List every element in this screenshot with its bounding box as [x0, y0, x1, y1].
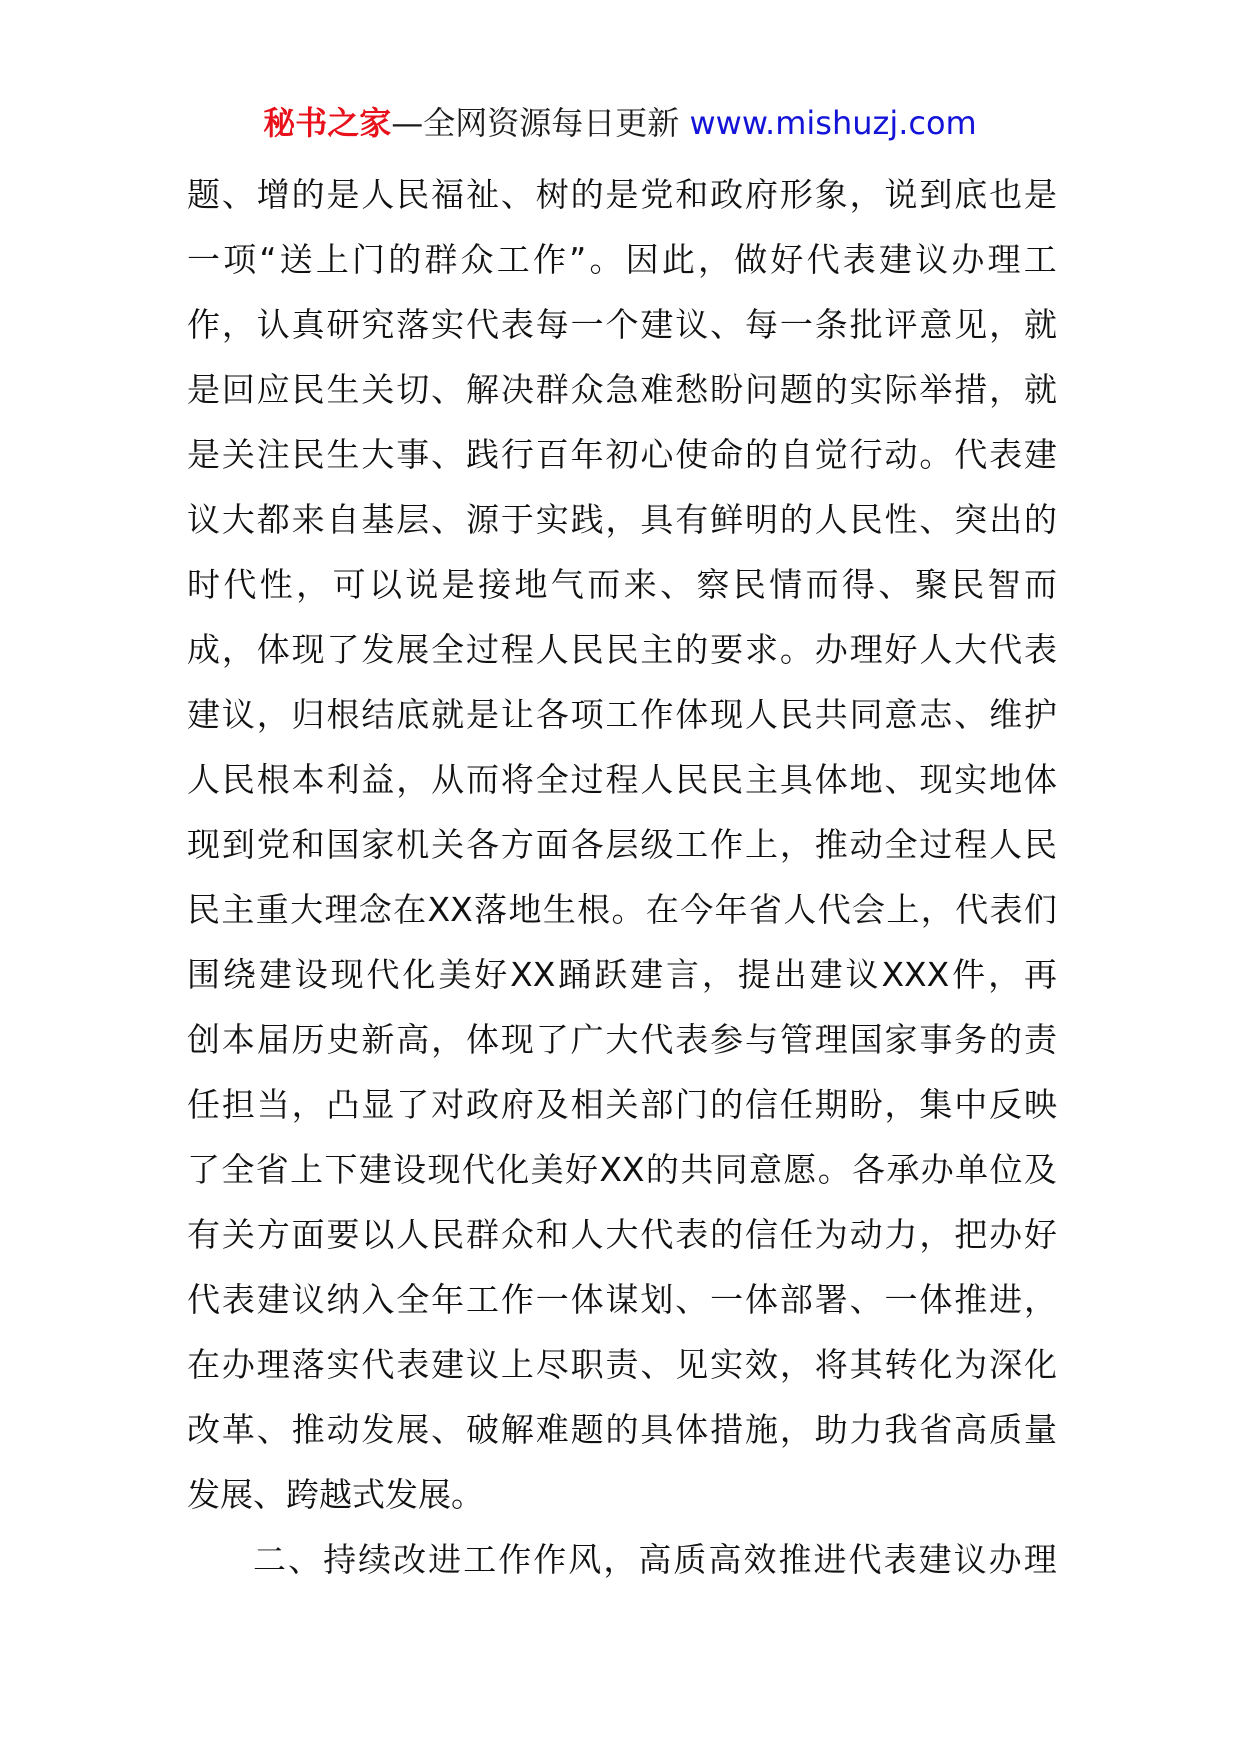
site-url-link[interactable]: www.mishuzj.com: [689, 104, 977, 142]
text-line: 创 本 届 历 史 新 高 ， 体 现 了 广 大 代 表 参 与 管 理 国 家 事 务 的 责: [187, 1020, 1057, 1059]
text-line: 现 到 党 和 国 家 机 关 各 方 面 各 层 级 工 作 上 ， 推 动 全 过 程 人 民: [187, 825, 1057, 864]
text-line: 题 、 增 的 是 人 民 福 祉 、 树 的 是 党 和 政 府 形 象 ， 说 到 底 也 是: [187, 175, 1057, 214]
text-line: 议 大 都 来 自 基 层 、 源 于 实 践 ， 具 有 鲜 明 的 人 民 性 、 突 出 的: [187, 500, 1057, 539]
text-line: 是 回 应 民 生 关 切 、 解 决 群 众 急 难 愁 盼 问 题 的 实 际 举 措 ， 就: [187, 370, 1057, 409]
text-line: 成 ， 体 现 了 发 展 全 过 程 人 民 民 主 的 要 求 。 办 理 好 人 大 代 表: [187, 630, 1057, 669]
text-line: 改 革 、 推 动 发 展 、 破 解 难 题 的 具 体 措 施 ， 助 力 我 省 高 质 量: [187, 1410, 1057, 1449]
section-heading: 二 、 持 续 改 进 工 作 作 风 ， 高 质 高 效 推 进 代 表 建 议 办 理: [253, 1540, 1057, 1579]
header-tagline: —全网资源每日更新: [391, 104, 690, 142]
text-line: 了 全 省 上 下 建 设 现 代 化 美 好 XX 的 共 同 意 愿 。 各 承 办 单 位 及: [187, 1150, 1057, 1189]
text-line: 围 绕 建 设 现 代 化 美 好 XX 踊 跃 建 言 ， 提 出 建 议 XXX 件 ， 再: [187, 955, 1057, 994]
text-line: 任 担 当 ， 凸 显 了 对 政 府 及 相 关 部 门 的 信 任 期 盼 ， 集 中 反 映: [187, 1085, 1057, 1124]
document-body: [187, 162, 1057, 1592]
text-line: 一 项 “ 送 上 门 的 群 众 工 作 ” 。 因 此 ， 做 好 代 表 建 议 办 理 工: [187, 240, 1057, 279]
text-line: 作 ， 认 真 研 究 落 实 代 表 每 一 个 建 议 、 每 一 条 批 评 意 见 ， 就: [187, 305, 1057, 344]
text-line: 建 议 ， 归 根 结 底 就 是 让 各 项 工 作 体 现 人 民 共 同 意 志 、 维 护: [187, 695, 1057, 734]
watermark-header: [0, 100, 1240, 146]
text-line: 发 展 、 跨 越 式 发 展 。: [187, 1475, 484, 1514]
text-line: 是 关 注 民 生 大 事 、 践 行 百 年 初 心 使 命 的 自 觉 行 动 。 代 表 建: [187, 435, 1057, 474]
text-line: 人 民 根 本 利 益 ， 从 而 将 全 过 程 人 民 民 主 具 体 地 、 现 实 地 体: [187, 760, 1057, 799]
text-line: 时 代 性 ， 可 以 说 是 接 地 气 而 来 、 察 民 情 而 得 、 聚 民 智 而: [187, 565, 1057, 604]
text-line: 有 关 方 面 要 以 人 民 群 众 和 人 大 代 表 的 信 任 为 动 力 ， 把 办 好: [187, 1215, 1057, 1254]
text-line: 在 办 理 落 实 代 表 建 议 上 尽 职 责 、 见 实 效 ， 将 其 转 化 为 深 化: [187, 1345, 1057, 1384]
text-line: 代 表 建 议 纳 入 全 年 工 作 一 体 谋 划 、 一 体 部 署 、 一 体 推 进 ，: [187, 1280, 1057, 1319]
text-line: 民 主 重 大 理 念 在 XX 落 地 生 根 。 在 今 年 省 人 代 会 上 ， 代 表 们: [187, 890, 1057, 929]
brand-name: 秘书之家: [263, 104, 392, 142]
